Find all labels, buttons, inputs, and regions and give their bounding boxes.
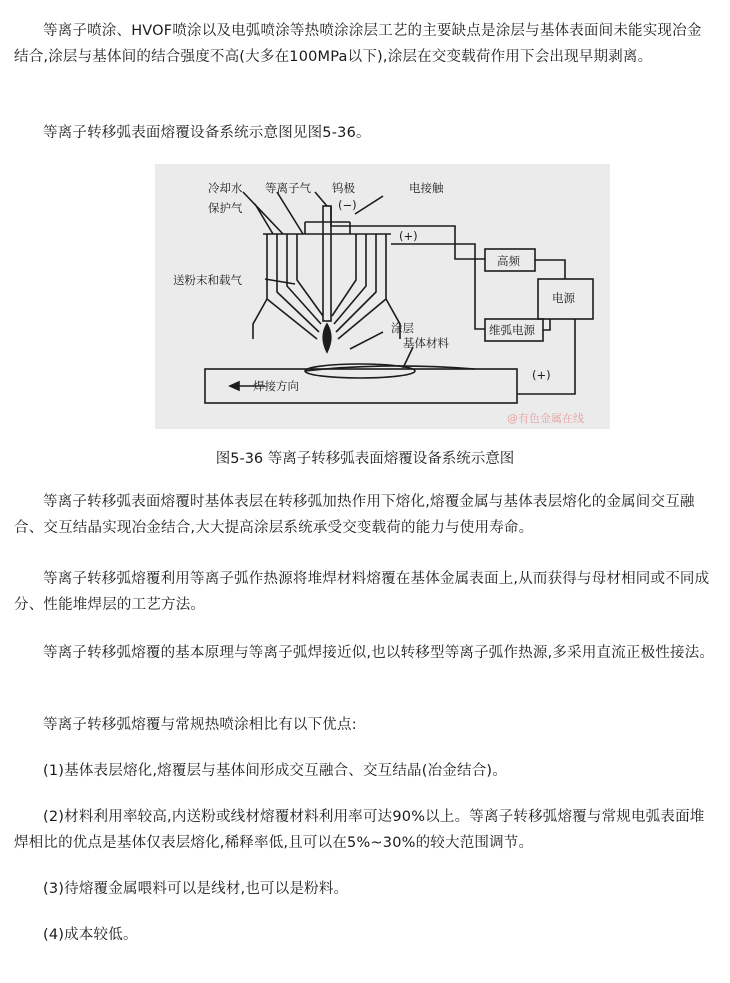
intro-paragraph: 等离子喷涂、HVOF喷涂以及电弧喷涂等热喷涂涂层工艺的主要缺点是涂层与基体表面间未能实现冶金结合,涂层与基体间的结合强度不高(大多在100MPa以下),涂层在交变载荷作用下会出现早期剥离。 [14,23,702,65]
label-minus: (−) [338,198,357,212]
label-cooling-water: 冷却水 [208,181,243,195]
watermark: @有色金属在线 [507,412,584,425]
definition-paragraph: 等离子转移弧熔覆利用等离子弧作热源将堆焊材料熔覆在基体金属表面上,从而获得与母材相同或不同成分、性能堆焊层的工艺方法。 [14,571,710,613]
process-description-paragraph: 等离子转移弧表面熔覆时基体表层在转移弧加热作用下熔化,熔覆金属与基体表层熔化的金属间交互融合、交互结晶实现冶金结合,大大提高涂层系统承受交变载荷的能力与使用寿命。 [14,494,695,536]
label-powder-gas: 送粉末和载气 [173,273,242,287]
label-plasma-gas: 等离子气 [265,181,311,195]
label-tungsten: 钨极 [332,181,355,195]
figure-caption: 图5-36 等离子转移弧表面熔覆设备系统示意图 [215,451,515,467]
figure-reference-paragraph: 等离子转移弧表面熔覆设备系统示意图见图5-36。 [43,125,371,141]
label-contact: 电接触 [409,181,444,195]
label-plus-bottom: (+) [532,368,551,382]
advantage-item: (2)材料利用率较高,内送粉或线材熔覆材料利用率可达90%以上。等离子转移弧熔覆与常规电弧表面堆焊相比的优点是基体仅表层熔化,稀释率低,且可以在5%~30%的较大范围调节。 [14,809,705,851]
equipment-diagram [155,164,610,429]
label-weld-direction: 焊接方向 [253,379,299,393]
advantage-item: (4)成本较低。 [43,927,138,943]
advantages-intro: 等离子转移弧熔覆与常规热喷涂相比有以下优点: [43,717,357,733]
label-power: 电源 [552,291,575,305]
label-high-freq: 高频 [497,254,520,268]
principle-paragraph: 等离子转移弧熔覆的基本原理与等离子弧焊接近似,也以转移型等离子弧作热源,多采用直流正极性接法。 [43,645,715,661]
label-shield-gas: 保护气 [208,201,243,215]
advantage-item: (1)基体表层熔化,熔覆层与基体间形成交互融合、交互结晶(冶金结合)。 [43,763,507,779]
label-coating: 涂层 [391,321,414,335]
label-plus-top: (+) [399,229,418,243]
label-arc-power: 维弧电源 [489,323,535,337]
advantage-item: (3)待熔覆金属喂料可以是线材,也可以是粉料。 [43,881,349,897]
label-substrate: 基体材料 [403,336,449,350]
